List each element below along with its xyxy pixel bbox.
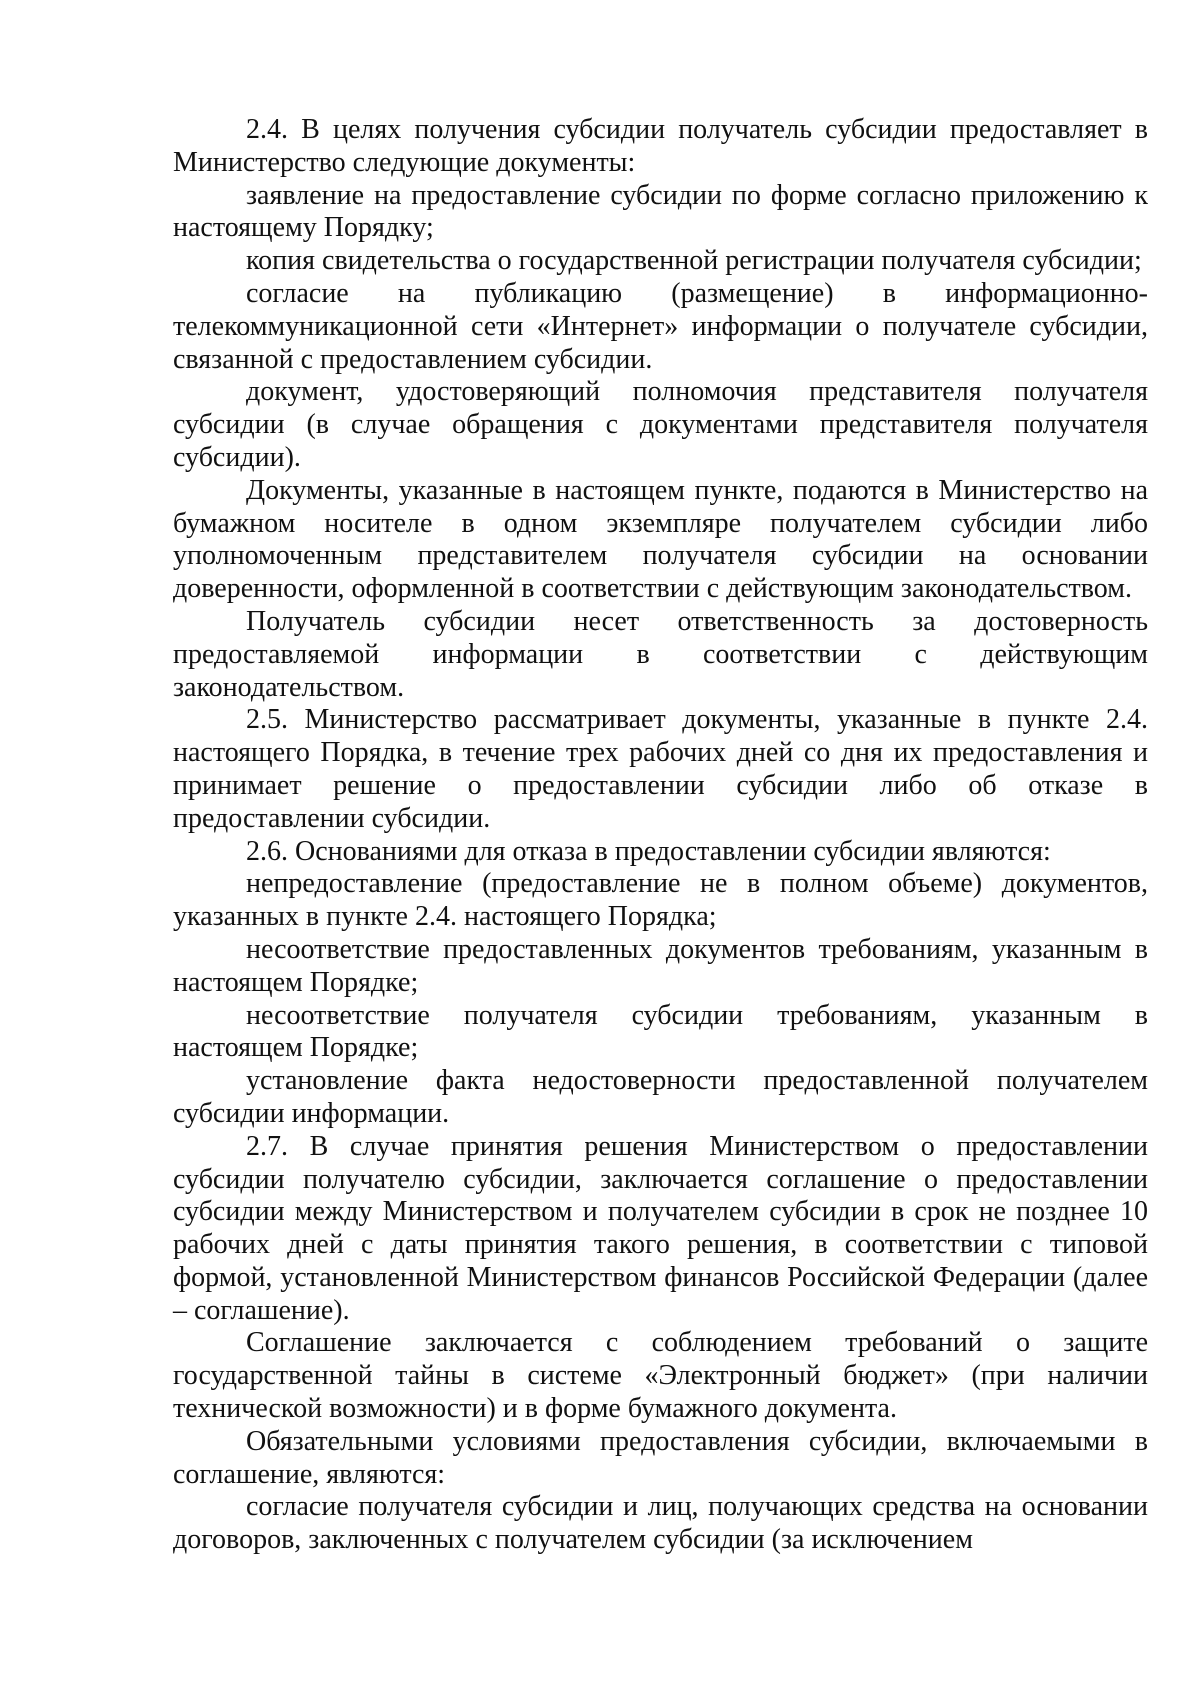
paragraph-agreement-secrecy: Соглашение заключается с соблюдением требований о защите государственной тайны в системе «Электронный бюджет» (при наличии технической возможности) и в форме бумажного документа. bbox=[173, 1327, 1148, 1425]
paragraph-mandatory-conditions: Обязательными условиями предоставления субсидии, включаемыми в соглашение, являются: bbox=[173, 1425, 1148, 1490]
paragraph-consent-continued: согласие получателя субсидии и лиц, получающих средства на основании договоров, заключенных с получателем субсидии (за исключением bbox=[173, 1491, 1148, 1556]
paragraph-2-4: 2.4. В целях получения субсидии получатель субсидии предоставляет в Министерство следующие документы: bbox=[173, 114, 1148, 178]
paragraph-2-6: 2.6. Основаниями для отказа в предоставлении субсидии являются: bbox=[246, 835, 1051, 867]
document-body bbox=[173, 114, 1148, 1557]
paragraph-refusal-false-information: установление факта недостоверности предоставленной получателем субсидии информации. bbox=[173, 1065, 1148, 1129]
paragraph-2-5: 2.5. Министерство рассматривает документы, указанные в пункте 2.4. настоящего Порядка, в течение трех рабочих дней со дня их предоставления и принимает решение о предоставлении субсидии либо об отказе в предоставлении субсидии. bbox=[173, 704, 1148, 834]
paragraph-application: заявление на предоставление субсидии по форме согласно приложению к настоящему Порядку; bbox=[173, 179, 1148, 244]
paragraph-refusal-missing-documents: непредоставление (предоставление не в полном объеме) документов, указанных в пункте 2.4. настоящего Порядка; bbox=[173, 868, 1148, 933]
paragraph-responsibility: Получатель субсидии несет ответственность за достоверность предоставляемой информации в соответствии с действующим законодательством. bbox=[173, 605, 1148, 703]
paragraph-publication-consent: согласие на публикацию (размещение) в информационно-телекоммуникационной сети «Интернет» информации о получателе субсидии, связанной с предоставлением субсидии. bbox=[173, 277, 1148, 375]
paragraph-refusal-document-mismatch: несоответствие предоставленных документов требованиям, указанным в настоящем Порядке; bbox=[173, 933, 1148, 998]
paragraph-submission: Документы, указанные в настоящем пункте, подаются в Министерство на бумажном носителе в одном экземпляре получателем субсидии либо уполномоченным представителем получателя субсидии на основании доверенности, оформленной в соответствии с действующим законодательством. bbox=[173, 474, 1148, 605]
paragraph-refusal-recipient-mismatch: несоответствие получателя субсидии требованиям, указанным в настоящем Порядке; bbox=[173, 999, 1148, 1064]
paragraph-registration-copy: копия свидетельства о государственной регистрации получателя субсидии; bbox=[246, 245, 1142, 277]
paragraph-representative-document: документ, удостоверяющий полномочия представителя получателя субсидии (в случае обращения с документами представителя получателя субсидии). bbox=[173, 376, 1148, 473]
paragraph-2-7: 2.7. В случае принятия решения Министерством о предоставлении субсидии получателю субсидии, заключается соглашение о предоставлении субсидии между Министерством и получателем субсидии в срок не позднее 10 рабочих дней с даты принятия такого решения, в соответствии с типовой формой, установленной Министерством финансов Российской Федерации (далее – соглашение). bbox=[173, 1130, 1148, 1326]
